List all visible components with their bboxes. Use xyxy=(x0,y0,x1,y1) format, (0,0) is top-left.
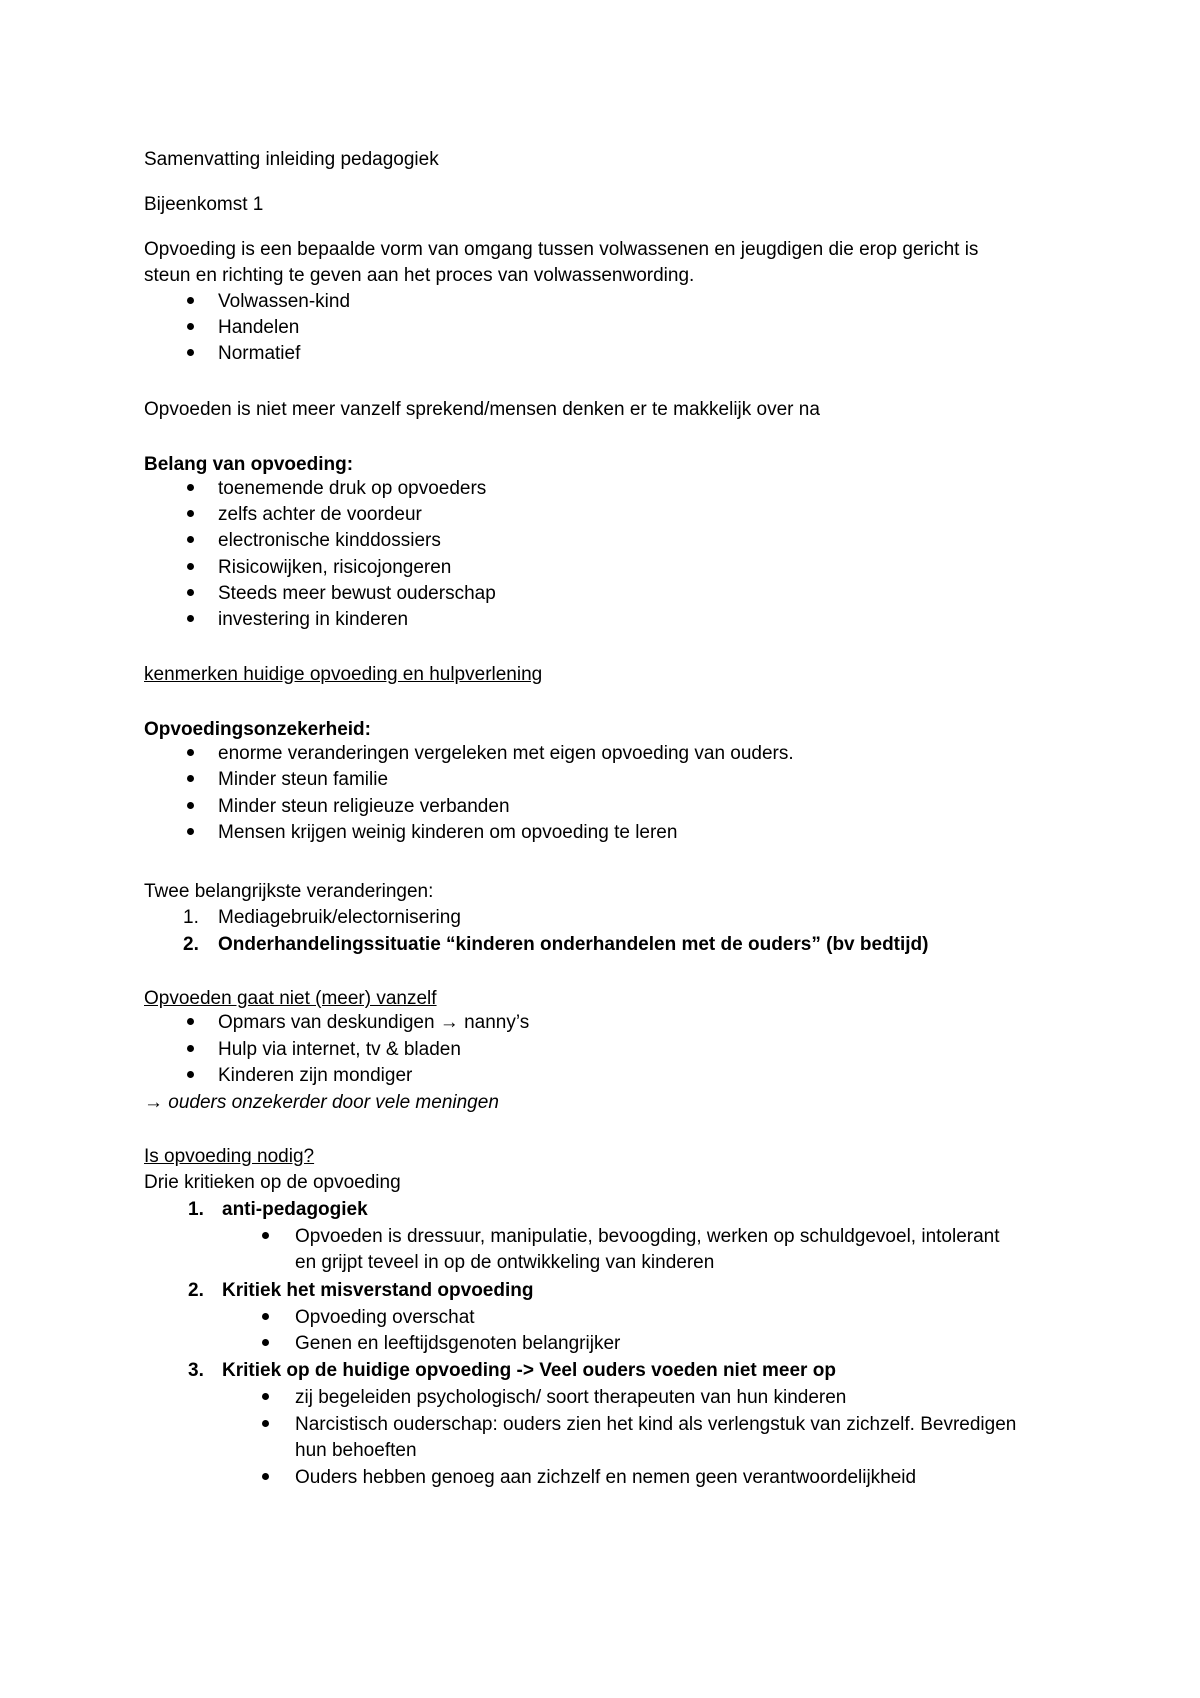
bullet-icon xyxy=(262,1313,269,1320)
list-item: Volwassen-kind xyxy=(218,291,351,312)
bullet-icon xyxy=(187,1045,194,1052)
list-item: Mediagebruik/electornisering xyxy=(218,907,461,928)
list-item: investering in kinderen xyxy=(218,609,409,630)
bullet-icon xyxy=(187,615,194,622)
list-item-continuation: hun behoeften xyxy=(295,1440,417,1461)
importance-heading: Belang van opvoeding: xyxy=(144,454,354,475)
bullet-icon xyxy=(187,749,194,756)
list-number: 3. xyxy=(188,1360,204,1381)
conclusion-line xyxy=(144,1091,499,1115)
critique-title: Kritiek op de huidige opvoeding -> Veel ouders voeden niet meer op xyxy=(222,1360,836,1381)
list-item: Handelen xyxy=(218,317,300,338)
changes-heading: Twee belangrijkste veranderingen: xyxy=(144,881,434,902)
bullet-icon xyxy=(262,1339,269,1346)
list-item: Ouders hebben genoeg aan zichzelf en nemen geen verantwoordelijkheid xyxy=(295,1467,917,1488)
list-item xyxy=(218,1011,529,1035)
list-item: Mensen krijgen weinig kinderen om opvoeding te leren xyxy=(218,822,678,843)
list-item: Hulp via internet, tv & bladen xyxy=(218,1039,461,1060)
necessary-heading: Is opvoeding nodig? xyxy=(144,1146,315,1167)
list-item-text: Opmars van deskundigen xyxy=(218,1012,435,1033)
list-item-continuation: en grijpt teveel in op de ontwikkeling van kinderen xyxy=(295,1252,715,1273)
critique-title: anti-pedagogiek xyxy=(222,1199,368,1220)
meeting-heading: Bijeenkomst 1 xyxy=(144,194,264,215)
list-item: Minder steun familie xyxy=(218,769,389,790)
statement-paragraph: Opvoeden is niet meer vanzelf sprekend/mensen denken er te makkelijk over na xyxy=(144,399,820,420)
list-item: toenemende druk op opvoeders xyxy=(218,478,487,499)
bullet-icon xyxy=(187,563,194,570)
list-item: Opvoeden is dressuur, manipulatie, bevoogding, werken op schuldgevoel, intolerant xyxy=(295,1226,1000,1247)
bullet-icon xyxy=(262,1473,269,1480)
bullet-icon xyxy=(187,775,194,782)
bullet-icon xyxy=(187,484,194,491)
bullet-icon xyxy=(187,323,194,330)
list-item-text: nanny’s xyxy=(464,1012,530,1033)
bullet-icon xyxy=(187,828,194,835)
list-item: Steeds meer bewust ouderschap xyxy=(218,583,496,604)
bullet-icon xyxy=(262,1393,269,1400)
document-title: Samenvatting inleiding pedagogiek xyxy=(144,149,439,170)
list-item: Onderhandelingssituatie “kinderen onderhandelen met de ouders” (bv bedtijd) xyxy=(218,934,929,955)
list-number: 1. xyxy=(188,1199,204,1220)
arrow-right-icon: → xyxy=(144,1092,163,1113)
list-item: Minder steun religieuze verbanden xyxy=(218,796,510,817)
list-number: 2. xyxy=(188,1280,204,1301)
bullet-icon xyxy=(262,1232,269,1239)
bullet-icon xyxy=(187,1018,194,1025)
definition-line-2: steun en richting te geven aan het proces van volwassenwording. xyxy=(144,265,695,286)
bullet-icon xyxy=(187,1071,194,1078)
bullet-icon xyxy=(187,802,194,809)
conclusion-text: ouders onzekerder door vele meningen xyxy=(168,1092,499,1113)
bullet-icon xyxy=(187,297,194,304)
bullet-icon xyxy=(187,349,194,356)
list-item: enorme veranderingen vergeleken met eigen opvoeding van ouders. xyxy=(218,743,794,764)
list-item: Kinderen zijn mondiger xyxy=(218,1065,413,1086)
bullet-icon xyxy=(262,1420,269,1427)
arrow-right-icon: → xyxy=(439,1012,459,1033)
list-item: Risicowijken, risicojongeren xyxy=(218,557,452,578)
list-item: zij begeleiden psychologisch/ soort therapeuten van hun kinderen xyxy=(295,1387,847,1408)
list-item: zelfs achter de voordeur xyxy=(218,504,422,525)
definition-line-1: Opvoeding is een bepaalde vorm van omgang tussen volwassenen en jeugdigen die erop gericht is xyxy=(144,239,979,260)
bullet-icon xyxy=(187,589,194,596)
critiques-intro: Drie kritieken op de opvoeding xyxy=(144,1172,401,1193)
list-number: 2. xyxy=(183,934,199,955)
not-automatic-heading: Opvoeden gaat niet (meer) vanzelf xyxy=(144,988,437,1009)
critique-title: Kritiek het misverstand opvoeding xyxy=(222,1280,534,1301)
list-item: Genen en leeftijdsgenoten belangrijker xyxy=(295,1333,621,1354)
list-item: Narcistisch ouderschap: ouders zien het kind als verlengstuk van zichzelf. Bevredigen xyxy=(295,1414,1017,1435)
list-item: Opvoeding overschat xyxy=(295,1307,475,1328)
list-item: Normatief xyxy=(218,343,301,364)
list-number: 1. xyxy=(183,907,199,928)
characteristics-heading: kenmerken huidige opvoeding en hulpverlening xyxy=(144,664,543,685)
bullet-icon xyxy=(187,510,194,517)
list-item: electronische kinddossiers xyxy=(218,530,441,551)
bullet-icon xyxy=(187,536,194,543)
uncertainty-heading: Opvoedingsonzekerheid: xyxy=(144,719,371,740)
